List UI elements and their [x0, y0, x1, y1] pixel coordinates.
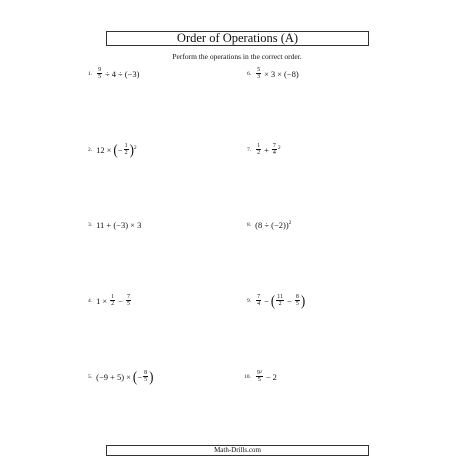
fraction: [272, 143, 277, 156]
operator: ×: [126, 371, 131, 382]
fraction: [124, 143, 129, 156]
problem-4: [88, 294, 132, 307]
problem-2: [88, 140, 137, 158]
problem-number: 7.: [247, 146, 252, 153]
fraction: [276, 294, 284, 307]
problem-6: [247, 67, 299, 80]
open-paren: (: [113, 140, 118, 158]
denominator: 5: [98, 74, 102, 80]
numerator: 7: [257, 294, 261, 300]
numerator: 1: [257, 143, 261, 149]
fraction: [97, 67, 102, 80]
fraction: [126, 294, 131, 307]
footer-credit: Math-Drills.com: [106, 445, 369, 456]
denominator: 4: [272, 150, 276, 156]
numerator: 11: [277, 294, 284, 300]
open-paren: (: [132, 367, 138, 385]
numerator: 9: [98, 67, 102, 73]
numerator: 1: [111, 294, 115, 300]
problem-number: 6.: [247, 70, 252, 77]
problem-number: 4.: [88, 297, 93, 304]
denominator: 5: [257, 377, 261, 383]
numerator: 5: [257, 67, 261, 73]
operand: (−3): [124, 68, 140, 79]
problem-number: 9.: [247, 297, 252, 304]
numerator: 7: [272, 143, 276, 149]
operator: +: [264, 144, 269, 155]
operand: 12: [96, 144, 105, 155]
operator: ×: [277, 68, 282, 79]
operator: ÷: [105, 68, 110, 79]
denominator: 2: [278, 301, 282, 307]
denominator: 2: [257, 150, 261, 156]
operator: ×: [264, 68, 269, 79]
operand: (−8): [283, 68, 299, 79]
close-paren: ): [149, 367, 154, 385]
problem-number: 2.: [88, 146, 93, 153]
close-paren: ): [300, 291, 306, 309]
instructions-text: Perform the operations in the correct order.: [172, 52, 302, 61]
operator: −: [287, 295, 292, 306]
expression: 11 + (−3) × 3: [96, 220, 142, 230]
denominator: 2: [124, 150, 128, 156]
denominator: 5: [295, 301, 299, 307]
exponent: 2: [288, 220, 292, 226]
operator: −: [265, 371, 271, 382]
operator: −: [118, 295, 123, 306]
denominator: 4: [257, 301, 261, 307]
problem-number: 3.: [88, 222, 93, 228]
numerator: [256, 370, 263, 377]
denominator: 3: [257, 74, 261, 80]
problem-7: [247, 143, 281, 156]
denominator: 5: [144, 377, 148, 383]
close-paren: ): [129, 140, 134, 158]
numerator: 7: [126, 294, 130, 300]
numerator: 1: [124, 143, 128, 149]
grouped-expression: (8 ÷ (−2)): [255, 220, 289, 230]
exponent: 2: [133, 144, 137, 151]
fraction: [110, 294, 115, 307]
operator: ×: [102, 295, 108, 306]
numerator: 8: [144, 370, 148, 376]
fraction: [256, 294, 261, 307]
problem-1: [88, 67, 139, 80]
fraction: [256, 143, 261, 156]
grouped-expression: (−9 + 5): [96, 371, 125, 382]
problem-number: 1.: [88, 70, 93, 77]
operand: 1: [96, 295, 101, 306]
operand: 4: [111, 68, 117, 79]
sign: −: [117, 144, 123, 155]
operator: ÷: [118, 68, 123, 79]
operand: 3: [270, 68, 276, 79]
exponent: 2: [277, 144, 281, 151]
operator: −: [264, 295, 269, 306]
denominator: 5: [126, 301, 130, 307]
problem-8: [247, 219, 291, 231]
problem-number: 8.: [247, 222, 252, 228]
numerator: 8: [295, 294, 299, 300]
problem-9: [247, 291, 306, 309]
fraction: [256, 370, 263, 383]
problem-number: 5.: [88, 373, 93, 380]
exponent: 2: [259, 369, 262, 374]
sign: −: [137, 371, 143, 382]
worksheet-title: Order of Operations (A): [106, 31, 369, 46]
fraction: [256, 67, 261, 80]
operand: 2: [272, 371, 277, 382]
problem-5: [88, 367, 154, 385]
problem-10: [244, 370, 277, 383]
fraction: [295, 294, 300, 307]
problem-number: 10.: [244, 373, 251, 380]
operator: ×: [106, 144, 112, 155]
fraction: [143, 370, 148, 383]
denominator: 2: [111, 301, 115, 307]
numerator-base: 9: [256, 370, 260, 376]
open-paren: (: [270, 291, 276, 309]
problem-3: [88, 219, 141, 231]
